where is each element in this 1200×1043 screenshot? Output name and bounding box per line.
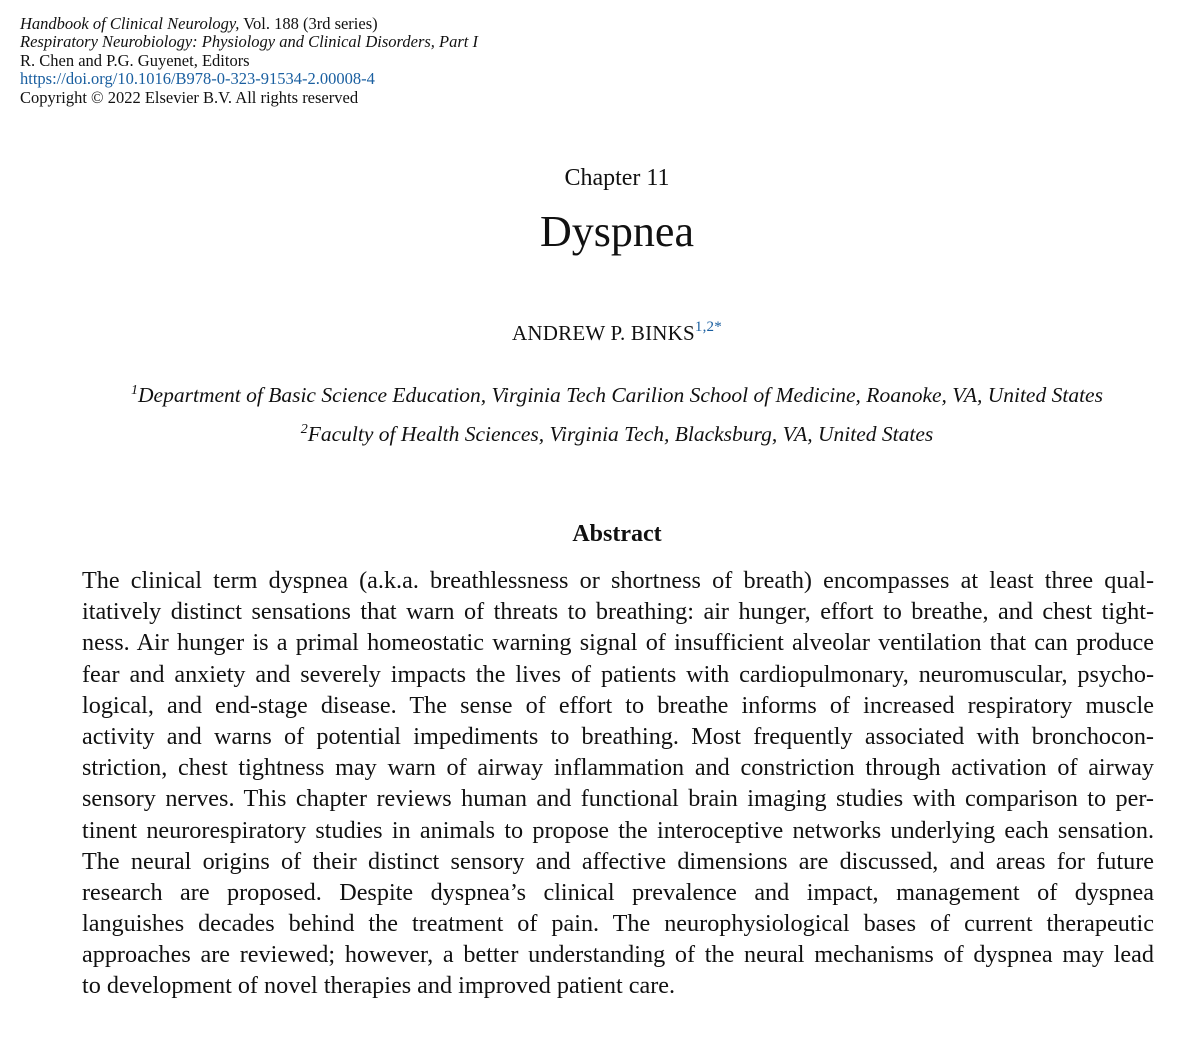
abstract-line: logical, and end-stage disease. The sense of effort to breathe informs of increased respiratory muscle	[82, 691, 1154, 719]
abstract-line: striction, chest tightness may warn of airway inflammation and constriction through activation of airway	[82, 754, 1154, 782]
affiliation-marker: 1	[131, 383, 139, 398]
abstract-heading: Abstract	[572, 521, 662, 547]
abstract-line: research are proposed. Despite dyspnea’s clinical prevalence and impact, management of dyspnea	[82, 878, 1154, 906]
author-line	[0, 318, 1200, 348]
abstract-line: languishes decades behind the treatment of pain. The neurophysiological bases of current therapeutic	[82, 910, 1154, 938]
abstract-line: to development of novel therapies and improved patient care.	[82, 972, 676, 1000]
author-affiliation-markers[interactable]: 1,2*	[694, 319, 722, 335]
book-line	[20, 15, 478, 33]
author-name: ANDREW P. BINKS	[512, 321, 695, 345]
affiliation-text: Department of Basic Science Education, Virginia Tech Carilion School of Medicine, Roanoke, VA, United States	[138, 383, 1103, 407]
publication-header	[20, 15, 478, 107]
doi-link[interactable]: https://doi.org/10.1016/B978-0-323-91534-2.00008-4	[20, 69, 375, 89]
affiliation-1	[0, 381, 1200, 409]
abstract-line: ness. Air hunger is a primal homeostatic warning signal of insufficient alveolar ventilation that can produce	[82, 629, 1154, 657]
affiliation-2	[0, 420, 1200, 448]
abstract-line: sensory nerves. This chapter reviews human and functional brain imaging studies with comparison to per-	[82, 785, 1154, 813]
abstract-line: The neural origins of their distinct sensory and affective dimensions are discussed, and areas for future	[82, 847, 1154, 875]
chapter-title: Dyspnea	[540, 207, 694, 256]
abstract-line: itatively distinct sensations that warn of threats to breathing: air hunger, effort to breathe, and chest tight-	[82, 598, 1154, 626]
chapter-label: Chapter 11	[564, 165, 670, 191]
abstract-line: The clinical term dyspnea (a.k.a. breathlessness or shortness of breath) encompasses at least three qual-	[82, 567, 1154, 594]
copyright-line: Copyright © 2022 Elsevier B.V. All rights reserved	[20, 87, 359, 107]
affiliation-marker: 2	[300, 422, 308, 437]
abstract-line: approaches are reviewed; however, a better understanding of the neural mechanisms of dyspnea may lead	[82, 941, 1154, 969]
editors-line: R. Chen and P.G. Guyenet, Editors	[20, 50, 250, 70]
abstract-line: tinent neurorespiratory studies in animals to propose the interoceptive networks underlying each sensation.	[82, 816, 1154, 844]
series-subtitle: Respiratory Neurobiology: Physiology and Clinical Disorders, Part I	[20, 32, 478, 52]
abstract-line: activity and warns of potential impediments to breathing. Most frequently associated with bronchocon-	[82, 722, 1154, 750]
affiliation-text: Faculty of Health Sciences, Virginia Tech, Blacksburg, VA, United States	[307, 422, 934, 446]
book-title: Handbook of Clinical Neurology,	[20, 14, 240, 33]
volume-info: Vol. 188 (3rd series)	[239, 14, 378, 33]
abstract-line: fear and anxiety and severely impacts the lives of patients with cardiopulmonary, neuromuscular, psycho-	[82, 660, 1154, 688]
abstract-body	[82, 565, 1154, 1002]
